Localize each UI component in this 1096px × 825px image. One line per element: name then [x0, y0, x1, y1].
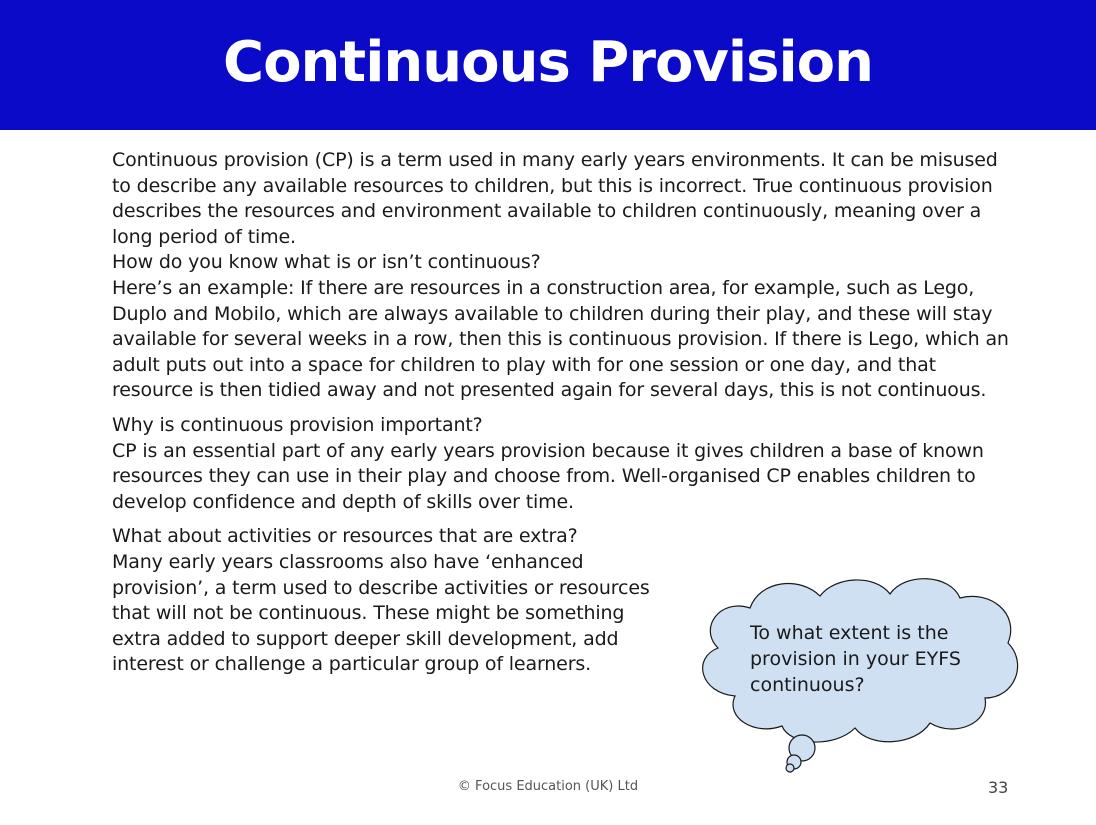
callout-text: To what extent is the provision in your EYFS continuous? [750, 622, 961, 696]
section-what-is-continuous [112, 250, 1012, 404]
section-why-important [112, 413, 1012, 515]
section-heading: How do you know what is or isn’t continuous? [112, 251, 541, 274]
section-heading: What about activities or resources that are extra? [112, 525, 578, 548]
thought-cloud [690, 568, 1030, 778]
title-banner [0, 0, 1096, 130]
section-body: Here’s an example: If there are resources in a construction area, for example, such as Lego, Duplo and Mobilo, which are always available to children during their play, and these will stay available for several weeks in a row, then this is continuous provision. If there is Lego, which an adult puts out into a space for children to play with for one session or one day, and that resource is then tidied away and not presented again for several days, this is not continuous. [112, 276, 1009, 402]
section-extra-resources [112, 524, 672, 678]
section-heading: Why is continuous provision important? [112, 413, 483, 436]
section-body: CP is an essential part of any early years provision because it gives children a base of known resources they can use in their play and choose from. Well-organised CP enables children to develop confidence and depth of skills over time. [112, 439, 984, 513]
intro-paragraph: Continuous provision (CP) is a term used in many early years environments. It can be misused to describe any available resources to children, but this is incorrect. True continuous provision describes the resources and environment available to children continuously, meaning over a long period of time. [112, 149, 998, 248]
section-body: Many early years classrooms also have ‘enhanced provision’, a term used to describe activities or resources that will not be continuous. These might be something extra added to support deeper skill development, add interest or challenge a particular group of learners. [112, 550, 650, 676]
copyright-footer: © Focus Education (UK) Ltd [457, 779, 639, 794]
page-number: 33 [988, 778, 1009, 797]
page-title: Continuous Provision [222, 29, 873, 95]
